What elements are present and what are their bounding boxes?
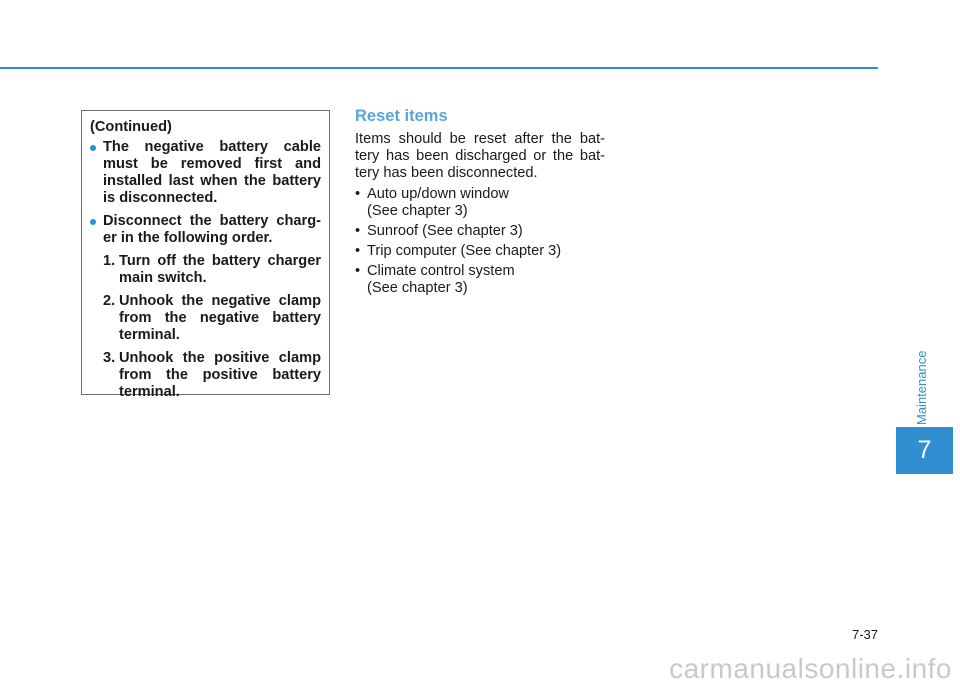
chapter-label: Maintenance xyxy=(914,350,929,425)
list-item xyxy=(355,223,605,240)
page-number: 7-37 xyxy=(851,627,878,642)
reset-items-section xyxy=(355,108,605,300)
header-rule xyxy=(0,67,878,69)
step-text: Unhook the negative clamp from the negative battery terminal. xyxy=(119,293,321,343)
list-item-text: Trip computer (See chapter 3) xyxy=(367,243,562,259)
list-item-subtext: (See chapter 3) xyxy=(367,203,468,219)
step-item xyxy=(90,253,321,287)
warning-bullet-1 xyxy=(90,139,321,207)
warning-box xyxy=(81,110,330,400)
list-item-subtext: (See chapter 3) xyxy=(367,280,468,296)
step-number: 3. xyxy=(103,350,116,366)
section-intro: Items should be reset after the bat-tery has been discharged or the bat-tery has been disconnected. xyxy=(355,131,605,181)
list-item xyxy=(355,186,605,220)
list-item xyxy=(355,243,605,260)
list-item xyxy=(355,263,605,297)
list-item-text: Climate control system xyxy=(367,263,515,279)
chapter-tab: 7 xyxy=(896,427,953,474)
list-item-text: Auto up/down window xyxy=(367,186,509,202)
bullet-icon: • xyxy=(355,243,361,259)
warning-bullet-2 xyxy=(90,213,321,247)
step-item xyxy=(90,350,321,401)
step-number: 1. xyxy=(103,253,116,269)
warning-bullet-text: The negative battery cable must be removed first and installed last when the battery is disconnected. xyxy=(103,139,321,206)
bullet-icon: • xyxy=(355,223,361,239)
bullet-dot-icon xyxy=(90,145,96,151)
step-item xyxy=(90,293,321,344)
watermark: carmanualsonline.info xyxy=(669,653,952,684)
warning-bullet-text: Disconnect the battery charg-er in the following order. xyxy=(103,213,321,246)
step-text: Turn off the battery charger main switch. xyxy=(119,253,321,286)
list-item-text: Sunroof (See chapter 3) xyxy=(367,223,523,239)
warning-box-heading: (Continued) xyxy=(90,119,172,135)
disconnect-steps-list xyxy=(90,253,321,401)
reset-items-list xyxy=(355,186,605,297)
step-text: Unhook the positive clamp from the positive battery terminal. xyxy=(119,350,321,400)
bullet-icon: • xyxy=(355,186,361,202)
section-title: Reset items xyxy=(355,107,448,125)
bullet-dot-icon xyxy=(90,219,96,225)
step-number: 2. xyxy=(103,293,116,309)
bullet-icon: • xyxy=(355,263,361,279)
